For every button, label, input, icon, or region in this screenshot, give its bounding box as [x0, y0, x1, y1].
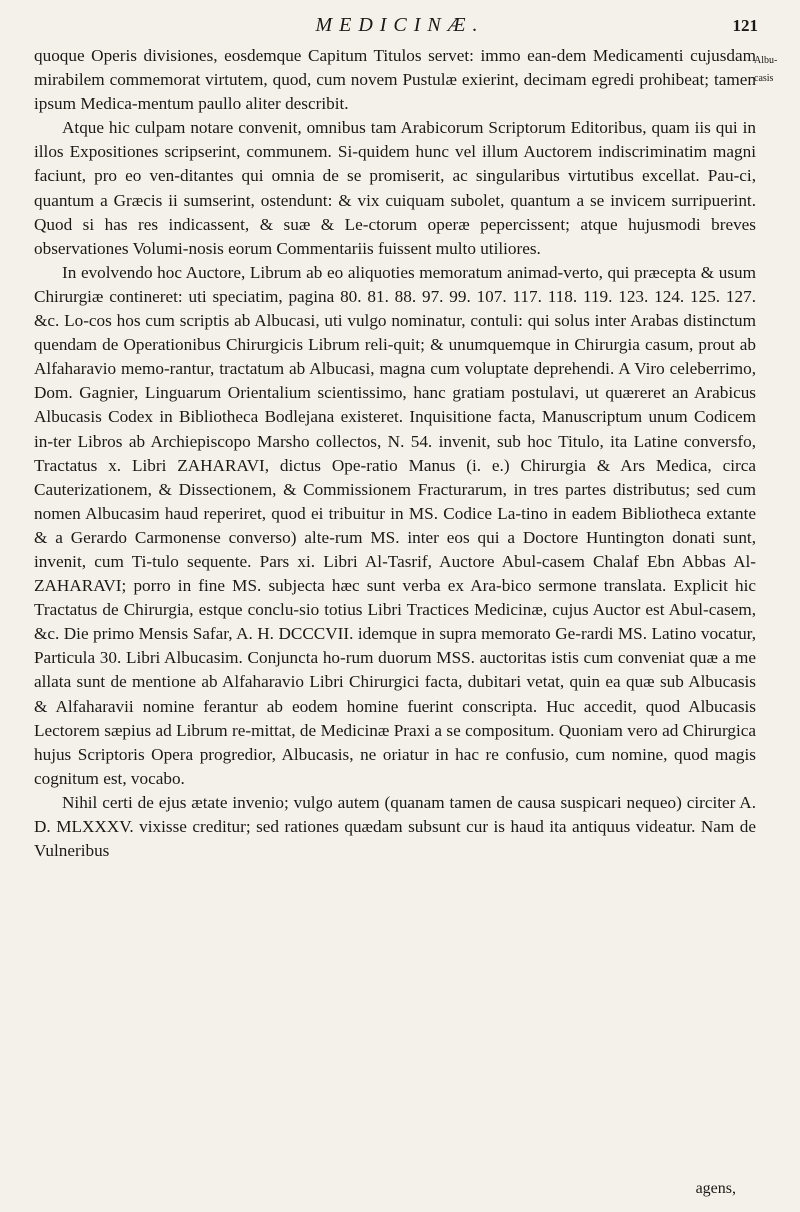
running-head	[0, 14, 800, 44]
paragraph-1: quoque Operis divisiones, eosdemque Capitum Titulos servet: immo ean-dem Medicamenti cujusdam mirabilem commemorat virtutem, quod, cum novem Pustulæ exierint, decimam egredi prohibeat; tamen ipsum Medica-mentum paullo aliter describit.	[34, 46, 756, 114]
paragraph-3: In evolvendo hoc Auctore, Librum ab eo aliquoties memoratum animad-verto, qui præcepta & usum Chirurgiæ contineret: uti speciatim, pagina 80. 81. 88. 97. 99. 107. 117. 118. 119. 123. 124. 125. 127. &c. Lo-cos hos cum scriptis ab Albucasi, uti vulgo nominatur, contuli: qui solus inter Arabas distinctum quendam de Operationibus Chirurgicis Librum reli-quit; & unumquemque in Chirurgia casum, prout ab Alfaharavio memo-rantur, tractatum ab Albucasi, magna cum voluptate deprehendi. A Viro celeberrimo, Dom. Gagnier, Linguarum Orientalium scientissimo, hanc gratiam postulavi, ut quæreret an Arabicus Albucasis Codex in Bibliotheca Bodlejana existeret. Inquisitione facta, Manuscriptum unum Codicem in-ter Libros ab Archiepiscopo Marsho collectos, N. 54. invenit, sub hoc Titulo, ita Latine conversfo, Tractatus x. Libri ZAHARAVI, dictus Ope-ratio Manus (i. e.) Chirurgia & Ars Medica, circa Cauterizationem, & Dissectionem, & Commissionem Fracturarum, in tres partes distributus; sed cum nomen Albucasim haud reperiret, quod ei tribuitur in MS. Codice La-tino in eadem Bibliotheca extante & a Gerardo Carmonense converso) alte-rum MS. inter eos qui a Doctore Huntington donati sunt, invenit, cum Ti-tulo sequente. Pars xi. Libri Al-Tasrif, Auctore Abul-casem Chalaf Ebn Abbas Al-ZAHARAVI; porro in fine MS. subjecta hæc sunt verba ex Ara-bico sermone translata. Explicit hic Tractatus de Chirurgia, estque conclu-sio totius Libri Tractices Medicinæ, cujus Auctor est Abul-casem, &c. Die primo Mensis Safar, A. H. DCCCVII. idemque in supra memorato Ge-rardi MS. Latino vocatur, Particula 30. Libri Albucasim. Conjuncta ho-rum duorum MSS. auctoritas istis cum conveniat quæ a me allata sunt de mentione ab Alfaharavio Libri Chirurgici facta, dubitari vetat, quin ea quæ sub Albucasis & Alfaharavii nomine ferantur ab eodem homine fuerint conscripta. Huc accedit, quod Albucasis Lectorem sæpius ad Librum re-mittat, de Medicinæ Praxi a se compositum. Quoniam vero ad Chirurgica hujus Scriptoris Opera progredior, Albucasis, ne oriatur in hac re confusio, cum nomine, quod magis cognitum est, vocabo.	[34, 262, 756, 788]
running-title: MEDICINÆ.	[315, 14, 485, 36]
margin-note: Albu-casis	[754, 55, 778, 84]
catchword: agens,	[695, 1180, 736, 1197]
body-text	[34, 44, 756, 863]
page-number: 121	[732, 16, 758, 35]
paragraph-2: Atque hic culpam notare convenit, omnibus tam Arabicorum Scriptorum Editoribus, quam iis qui in illos Expositiones scripserint, communem. Si-quidem hunc vel illum Auctorem indiscriminatim magni faciunt, pro eo ven-ditantes qui omnia de se promiserit, ac singularibus virtutibus excellat. Pau-ci, quantum a Græcis ii sumserint, ostendunt: & vix cuiquam subolet, quantum a se invicem surripuerint. Quod si has res indicassent, & suæ & Le-ctorum operæ pepercissent; atque hujusmodi breves observationes Volumi-nosis eorum Commentariis fuissent multo utiliores.	[34, 118, 756, 258]
paragraph-4: Nihil certi de ejus ætate invenio; vulgo autem (quanam tamen de causa suspicari nequeo) circiter A. D. MLXXXV. vixisse creditur; sed rationes quædam subsunt cur is haud ita antiquus videatur. Nam de Vulneribus	[34, 792, 756, 861]
